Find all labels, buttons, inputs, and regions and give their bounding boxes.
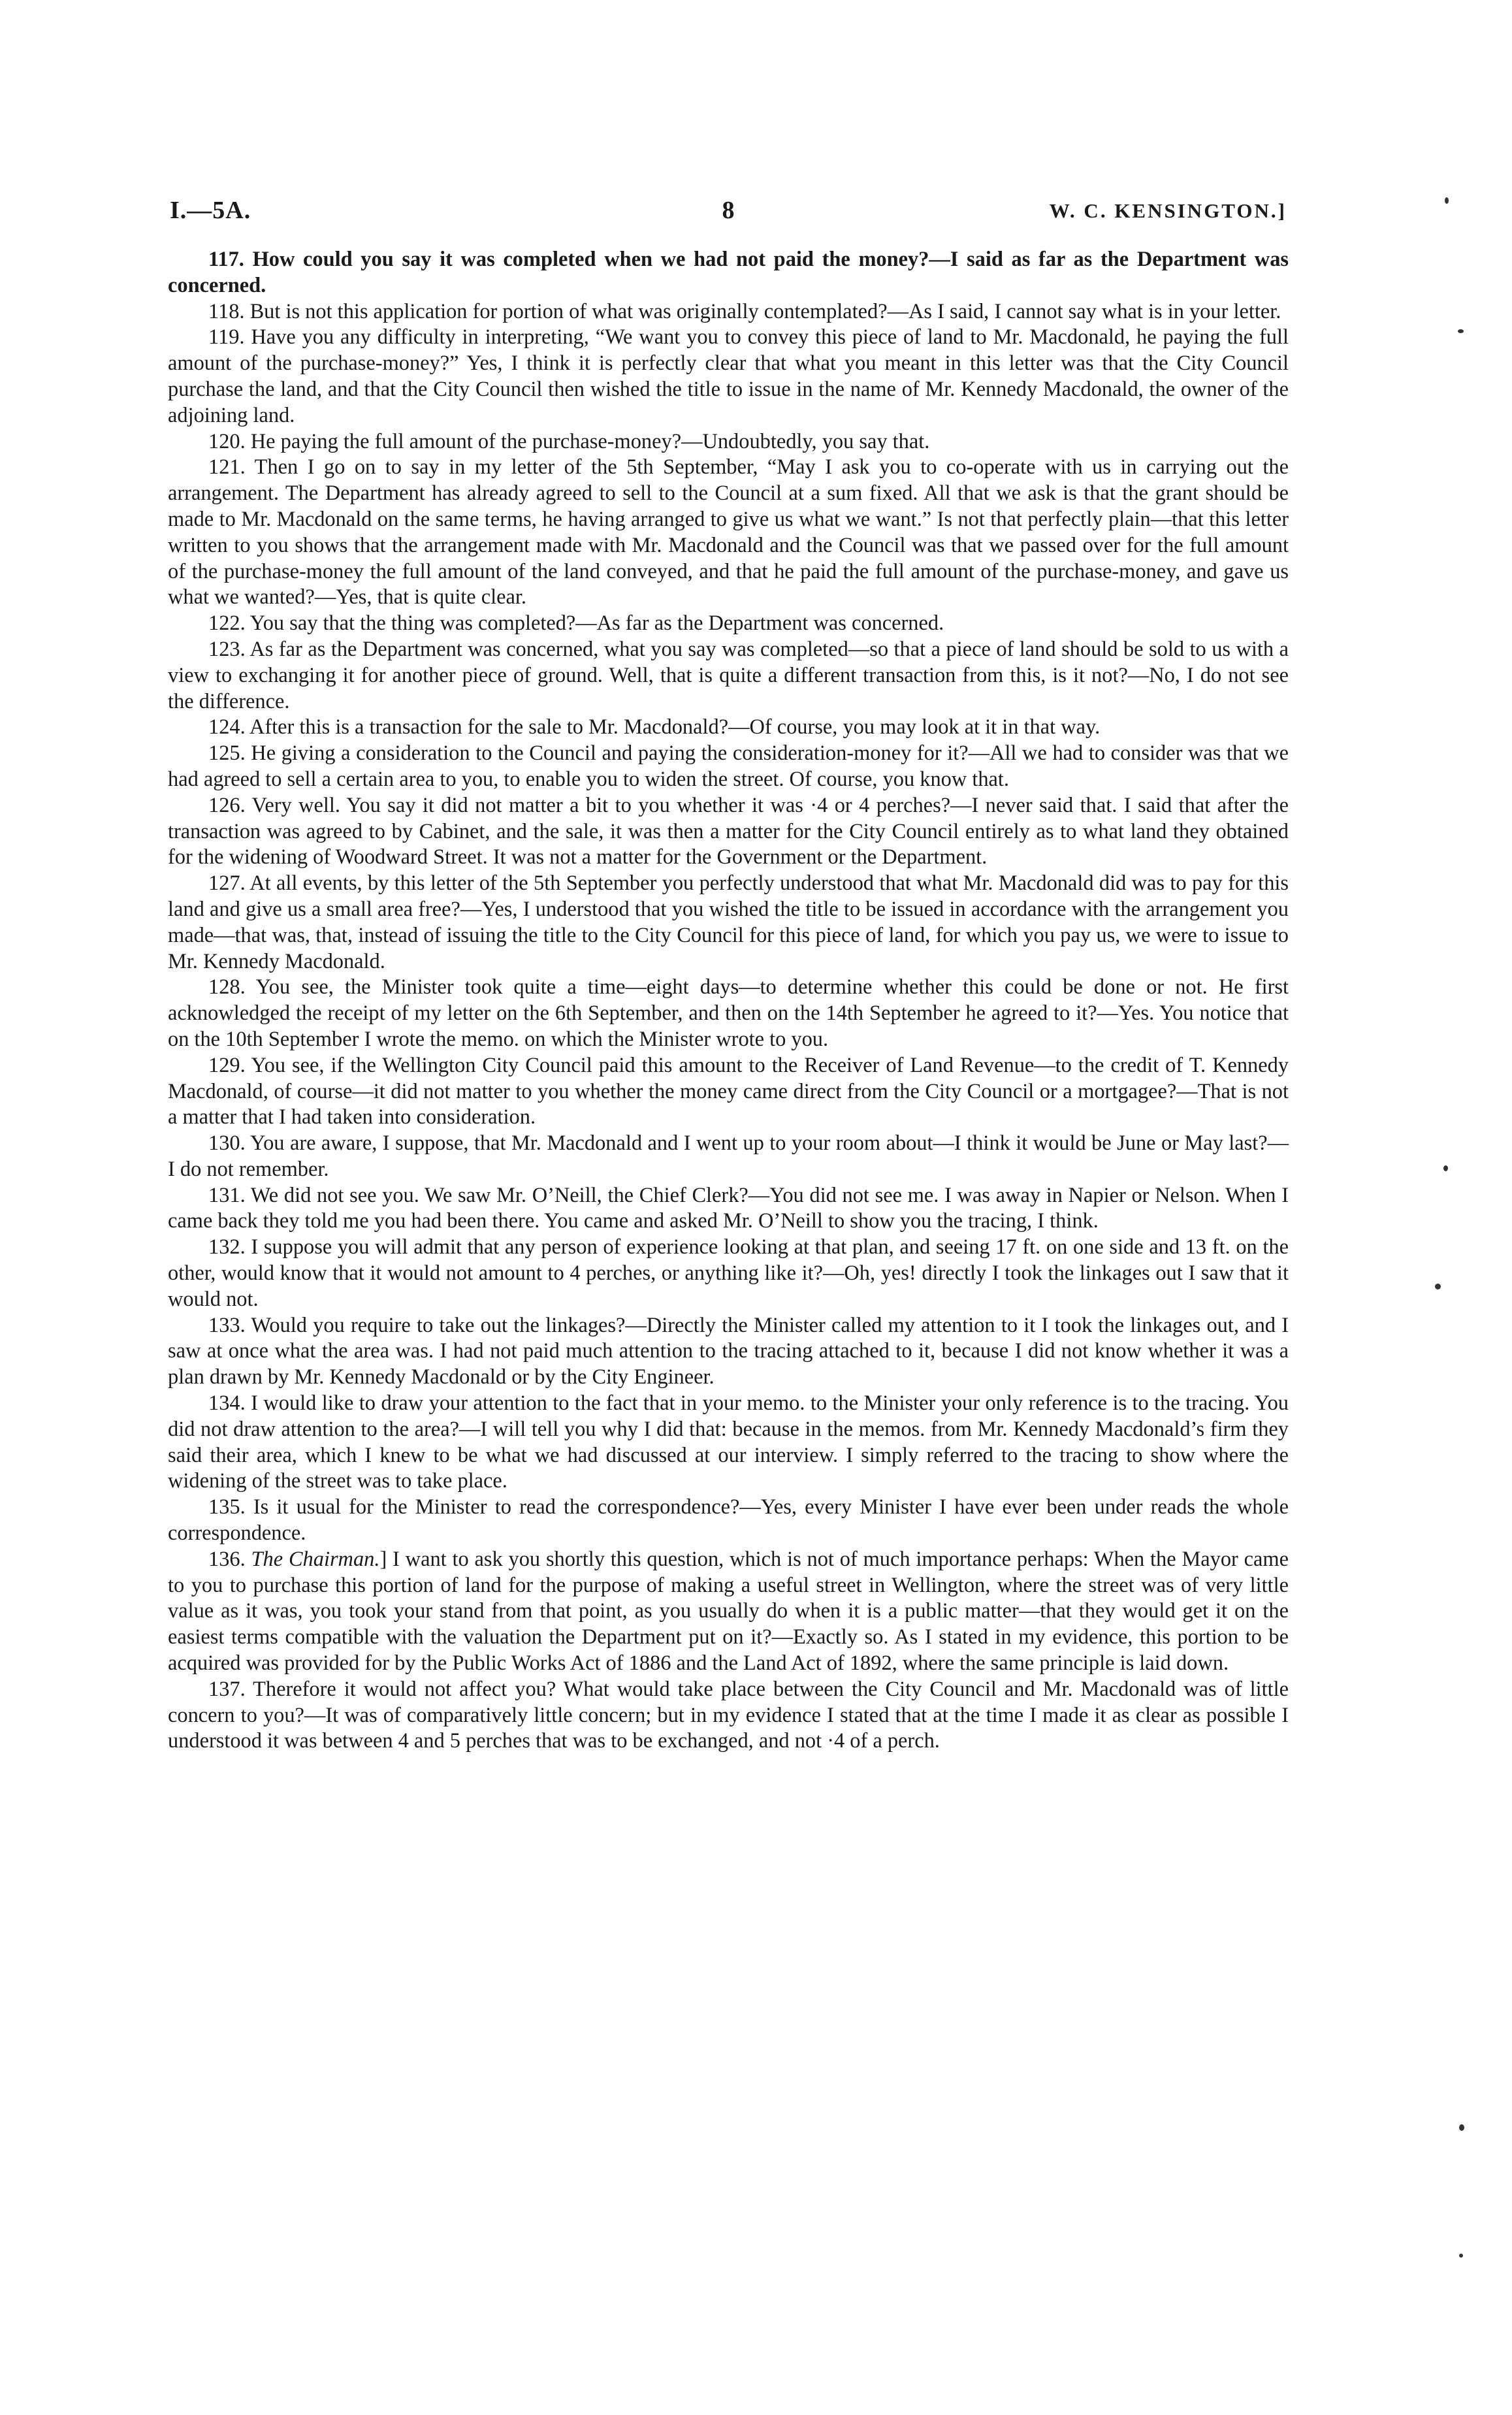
paragraph: 121. Then I go on to say in my letter of the 5th September, “May I ask you to co-operate with us in carrying out the arrangement. The Department has already agreed to sell to the Council at a sum fixed. All that we ask is that the grant should be made to Mr. Macdonald on the same terms, he having arranged to give us what we want.” Is not that perfectly plain—that this letter written to you shows that the arrangement made with Mr. Macdonald and the Council was that we passed over for the full amount of the purchase-money the full amount of the land conveyed, and that he paid the full amount of the purchase-money, and gave us what we wanted?—Yes, that is quite clear. [168,455,1289,609]
scan-speck [1458,329,1464,333]
scan-speck [1459,2254,1463,2258]
paragraph: 124. After this is a transaction for the sale to Mr. Macdonald?—Of course, you may look at it in that way. [208,715,1101,739]
paragraph: 130. You are aware, I suppose, that Mr. Macdonald and I went up to your room about—I think it would be June or May last?—I do not remember. [168,1131,1289,1181]
paragraph: 119. Have you any difficulty in interpreting, “We want you to convey this piece of land to Mr. Macdonald, he paying the full amount of the purchase-money?” Yes, I think it is perfectly clear that what you meant in this letter was that the City Council purchase the land, and that the City Council then wished the title to issue in the name of Mr. Kennedy Macdonald, the owner of the adjoining land. [168,325,1289,427]
paragraph: 134. I would like to draw your attention to the fact that in your memo. to the Minister your only reference is to the tracing. You did not draw attention to the area?—I will tell you why I did that: because in the memos. from Mr. Kennedy Macdonald’s firm they said their area, which I knew to be what we had discussed at our interview. I simply referred to the tracing to show where the widening of the street was to take place. [168,1391,1289,1493]
scan-speck [1435,1284,1441,1289]
paragraph: 132. I suppose you will admit that any person of experience looking at that plan, and seeing 17 ft. on one side and 13 ft. on the other, would know that it would not amount to 4 perches, or anything like it?—Oh, yes! directly I took the linkages out I saw that it would not. [168,1235,1289,1311]
page-number: 8 [722,197,735,224]
paragraph: 127. At all events, by this letter of the 5th September you perfectly understood that what Mr. Macdonald did was to pay for this land and give us a small area free?—Yes, I understood that you wished the title to be issued in accordance with the arrangement you made—that was, that, instead of issuing the title to the City Council for this piece of land, for which you pay us, we were to issue to Mr. Kennedy Macdonald. [168,871,1289,973]
paragraph: 131. We did not see you. We saw Mr. O’Neill, the Chief Clerk?—You did not see me. I was away in Napier or Nelson. When I came back they told me you had been there. You came and asked Mr. O’Neill to show you the tracing, I think. [168,1183,1289,1233]
scan-speck [1445,197,1449,204]
paragraph: 122. You say that the thing was completed?—As far as the Department was concerned. [208,611,944,636]
evidence-text [168,247,1289,1755]
paragraph-chairman [168,1547,1289,1677]
paragraph: 125. He giving a consideration to the Council and paying the consideration-money for it?—All we had to consider was that we had agreed to sell a certain area to you, to enable you to widen the street. Of course, you know that. [168,741,1289,791]
paragraph: 135. Is it usual for the Minister to read the correspondence?—Yes, every Minister I have ever been under reads the whole correspondence. [168,1495,1289,1546]
speaker-name: The Chairman. [251,1547,380,1571]
paragraph: 117. How could you say it was completed when we had not paid the money?—I said as far as the Department was concerned. [168,248,1289,297]
section-reference: I.—5A. [170,197,251,224]
scan-speck [1459,2124,1464,2131]
paragraph-number: 136. [208,1547,246,1571]
paragraph: 128. You see, the Minister took quite a time—eight days—to determine whether this could be done or not. He first acknowledged the receipt of my letter on the 6th September, and then on the 14th September he agreed to it?—Yes. You notice that on the 10th September I wrote the memo. on which the Minister wrote to you. [168,975,1289,1051]
scan-speck [1443,1165,1448,1171]
paragraph: 118. But is not this application for portion of what was originally contemplated?—As I said, I cannot say what is in your letter. [208,299,1281,323]
paragraph: 123. As far as the Department was concerned, what you say was completed—so that a piece of land should be sold to us with a view to exchanging it for another piece of ground. Well, that is quite a different transaction from this, is it not?—No, I do not see the difference. [168,637,1289,713]
page-header [170,196,1287,235]
witness-name: W. C. KENSINGTON.] [1049,199,1287,222]
paragraph: 120. He paying the full amount of the purchase-money?—Undoubtedly, you say that. [208,429,930,453]
paragraph: 129. You see, if the Wellington City Council paid this amount to the Receiver of Land Revenue—to the credit of T. Kennedy Macdonald, of course—it did not matter to you whether the money came direct from the City Council or a mortgagee?—That is not a matter that I had taken into consideration. [168,1053,1289,1129]
paragraph: 133. Would you require to take out the linkages?—Directly the Minister called my attention to it I took the linkages out, and I saw at once what the area was. I had not paid much attention to the tracing attached to it, because I did not know whether it was a plan drawn by Mr. Kennedy Macdonald or by the City Engineer. [168,1313,1289,1389]
paragraph-body: ] I want to ask you shortly this question, which is not of much importance perhaps: When the Mayor came to you to purchase this portion of land for the purpose of making a useful street in Wellington, where the street was of very little value as it was, you took your stand from that point, as you usually do when it is a public matter—that they would get it on the easiest terms compatible with the valuation the Department put on it?—Exactly so. As I stated in my evidence, this portion to be acquired was provided for by the Public Works Act of 1886 and the Land Act of 1892, where the same principle is laid down. [168,1547,1289,1676]
paragraph: 126. Very well. You say it did not matter a bit to you whether it was ·4 or 4 perches?—I never said that. I said that after the transaction was agreed to by Cabinet, and the sale, it was then a matter for the City Council entirely as to what land they obtained for the widening of Woodward Street. It was not a matter for the Government or the Department. [168,793,1289,869]
paragraph: 137. Therefore it would not affect you? What would take place between the City Council and Mr. Macdonald was of little concern to you?—It was of comparatively little concern; but in my evidence I stated that at the time I made it as clear as possible I understood it was between 4 and 5 perches that was to be exchanged, and not ·4 of a perch. [168,1677,1289,1753]
